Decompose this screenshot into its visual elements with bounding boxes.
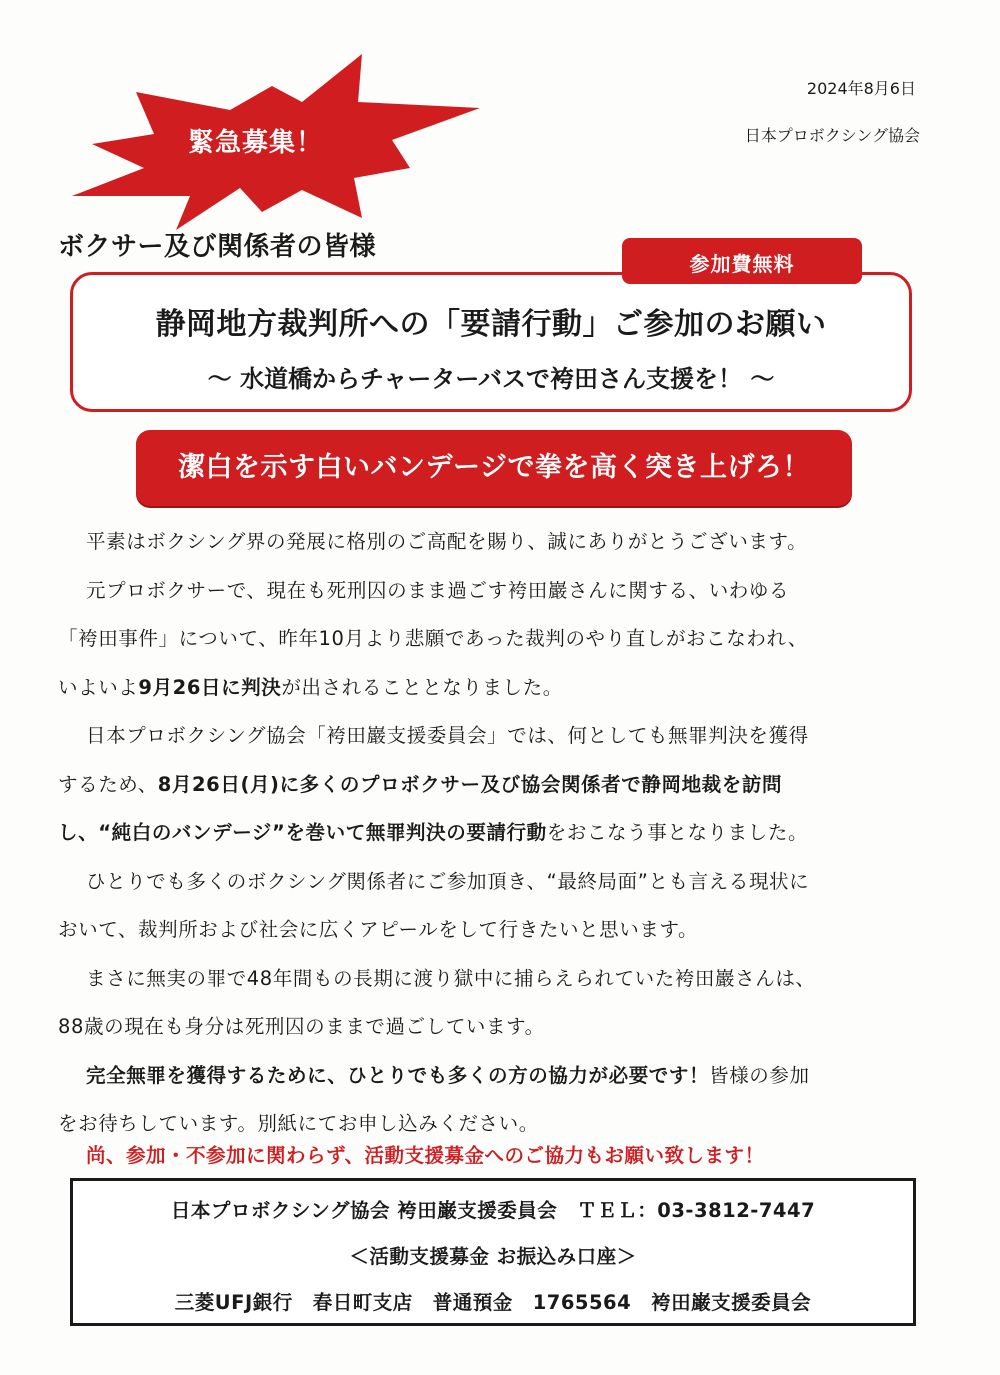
paragraph-line: おいて、裁判所および社会に広くアピールをして行きたいと思います。 xyxy=(58,918,699,941)
slogan-banner: 潔白を示す白いバンデージで拳を高く突き上げろ！ xyxy=(136,430,852,506)
text-span: するため、 xyxy=(58,772,158,796)
contact-box xyxy=(70,1178,916,1326)
paragraph-line xyxy=(58,761,928,810)
paragraph-line: まさに無実の罪で48年間もの長期に渡り獄中に捕らえられていた袴田巖さんは、 xyxy=(86,966,816,990)
contact-phone-line: 日本プロボクシング協会 袴田巌支援委員会 ＴＥＬ：03-3812-7447 xyxy=(170,1199,816,1222)
paragraph-line xyxy=(58,809,928,858)
paragraph-line: 88歳の現在も身分は死刑囚のままで過ごしています。 xyxy=(58,1015,545,1038)
bank-account-heading: ＜活動支援募金 お振込み口座＞ xyxy=(349,1245,637,1268)
paragraph-line: 日本プロボクシング協会「袴田巖支援委員会」では、何としても無罪判決を獲得 xyxy=(86,724,809,747)
bold-span: 8月26日(月)に多くのプロボクサー及び協会関係者で静岡地裁を訪問 xyxy=(157,772,783,796)
bold-span: 9月26日に判決 xyxy=(138,675,282,699)
main-title: 静岡地方裁判所への「要請行動」ご参加のお願い xyxy=(155,307,827,342)
donation-notice: 尚、参加・不参加に関わらず、活動支援募金へのご協力もお願い致します！ xyxy=(86,1144,765,1167)
body-text xyxy=(58,518,928,1149)
paragraph-line: 「袴田事件」について、昨年10月より悲願であった裁判のやり直しがおこなわれ、 xyxy=(58,627,808,650)
date-text: 2024年8月6日 xyxy=(806,79,916,98)
text-span: いよいよ xyxy=(58,675,139,699)
salutation-heading: ボクサー及び関係者の皆様 xyxy=(58,232,377,262)
organization-name: 日本プロボクシング協会 xyxy=(744,126,920,145)
title-box xyxy=(70,272,912,412)
text-span: 皆様の参加 xyxy=(709,1063,810,1087)
paragraph-line: ひとりでも多くのボクシング関係者にご参加頂き、“最終局面”とも言える現状に xyxy=(86,869,810,893)
sub-title: ～ 水道橋からチャーターバスで袴田さん支援を！ ～ xyxy=(207,365,775,393)
paragraph-greeting: 平素はボクシング界の発展に格別のご高配を賜り、誠にありがとうございます。 xyxy=(86,530,808,553)
free-participation-badge: 参加費無料 xyxy=(622,238,862,284)
text-span: が出されることとなりました。 xyxy=(281,675,563,699)
bank-account-line: 三菱UFJ銀行 春日町支店 普通預金 1765564 袴田巌支援委員会 xyxy=(174,1291,812,1314)
paragraph-line: をお待ちしています。別紙にてお申し込みください。 xyxy=(58,1112,539,1135)
urgent-recruit-label: 緊急募集！ xyxy=(188,128,324,158)
text-span: をおこなう事となりました。 xyxy=(546,821,809,844)
bold-span: 完全無罪を獲得するために、ひとりでも多くの方の協力が必要です！ xyxy=(86,1063,710,1087)
paragraph-line: 元プロボクサーで、現在も死刑囚のまま過ごす袴田巖さんに関する、いわゆる xyxy=(86,578,790,602)
paragraph-line xyxy=(58,1052,928,1101)
paragraph-line xyxy=(58,664,928,713)
bold-span: し、“純白のバンデージ”を巻いて無罪判決の要請行動 xyxy=(58,821,547,844)
